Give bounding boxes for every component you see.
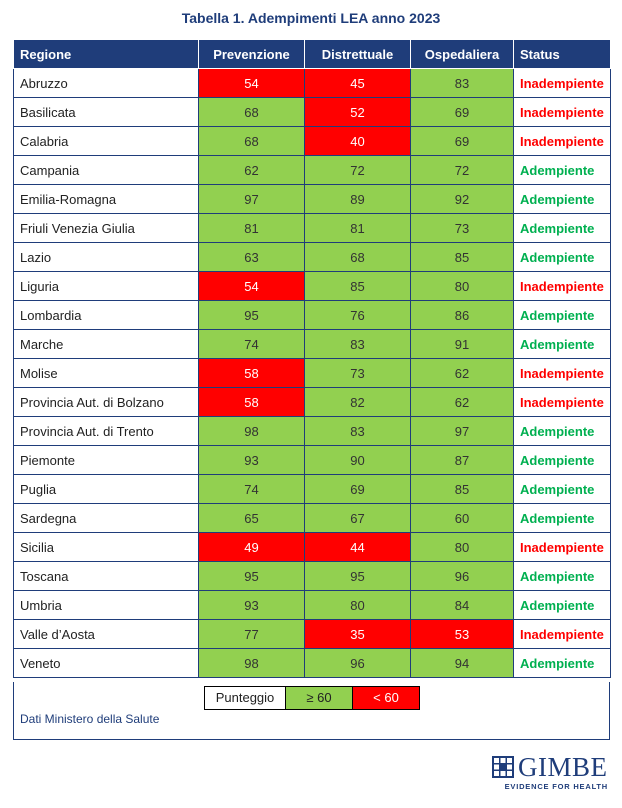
table-footer [13,682,610,740]
cell-ospedaliera: 91 [411,330,514,359]
cell-status: Inadempiente [514,359,611,388]
cell-ospedaliera: 83 [411,69,514,98]
cell-prevenzione: 77 [199,620,305,649]
cell-status: Adempiente [514,330,611,359]
cell-regione: Provincia Aut. di Trento [14,417,199,446]
cell-distrettuale: 90 [305,446,411,475]
cell-ospedaliera: 62 [411,388,514,417]
table-row [14,243,611,272]
header-distrettuale: Distrettuale [305,40,411,69]
logo-tagline: EVIDENCE FOR HEALTH [504,782,608,791]
table-row [14,475,611,504]
cell-regione: Friuli Venezia Giulia [14,214,199,243]
cell-regione: Sardegna [14,504,199,533]
cell-regione: Umbria [14,591,199,620]
cell-prevenzione: 93 [199,446,305,475]
cell-ospedaliera: 73 [411,214,514,243]
table-row [14,417,611,446]
table-row [14,562,611,591]
cell-distrettuale: 73 [305,359,411,388]
cell-regione: Molise [14,359,199,388]
table-row [14,620,611,649]
cell-ospedaliera: 69 [411,127,514,156]
table-row [14,156,611,185]
cell-regione: Valle d’Aosta [14,620,199,649]
cell-prevenzione: 58 [199,388,305,417]
cell-regione: Veneto [14,649,199,678]
cell-regione: Toscana [14,562,199,591]
cell-prevenzione: 58 [199,359,305,388]
cell-ospedaliera: 72 [411,156,514,185]
lea-table [13,39,611,678]
table-title: Tabella 1. Adempimenti LEA anno 2023 [181,10,441,26]
cell-status: Adempiente [514,504,611,533]
cell-regione: Abruzzo [14,69,199,98]
cell-status: Adempiente [514,417,611,446]
cell-prevenzione: 93 [199,591,305,620]
cell-prevenzione: 81 [199,214,305,243]
cell-status: Adempiente [514,562,611,591]
cell-distrettuale: 83 [305,417,411,446]
table-row [14,446,611,475]
cell-ospedaliera: 85 [411,475,514,504]
cell-ospedaliera: 80 [411,272,514,301]
cell-distrettuale: 69 [305,475,411,504]
cell-prevenzione: 98 [199,649,305,678]
cell-distrettuale: 81 [305,214,411,243]
cell-status: Inadempiente [514,127,611,156]
cell-status: Adempiente [514,156,611,185]
table-body [14,69,611,678]
cell-distrettuale: 83 [305,330,411,359]
cell-status: Inadempiente [514,620,611,649]
cell-regione: Basilicata [14,98,199,127]
cell-distrettuale: 80 [305,591,411,620]
cell-distrettuale: 72 [305,156,411,185]
table-row [14,533,611,562]
table-row [14,98,611,127]
cell-distrettuale: 52 [305,98,411,127]
cell-distrettuale: 76 [305,301,411,330]
table-row [14,127,611,156]
cell-prevenzione: 68 [199,98,305,127]
table-row [14,214,611,243]
cell-prevenzione: 74 [199,330,305,359]
cell-prevenzione: 54 [199,69,305,98]
gimbe-logo-icon [492,756,514,778]
cell-status: Adempiente [514,214,611,243]
cell-ospedaliera: 94 [411,649,514,678]
cell-distrettuale: 44 [305,533,411,562]
cell-prevenzione: 97 [199,185,305,214]
cell-status: Adempiente [514,649,611,678]
cell-status: Inadempiente [514,98,611,127]
header-status: Status [514,40,611,69]
cell-regione: Campania [14,156,199,185]
cell-ospedaliera: 92 [411,185,514,214]
cell-status: Adempiente [514,446,611,475]
cell-ospedaliera: 85 [411,243,514,272]
cell-prevenzione: 65 [199,504,305,533]
cell-prevenzione: 63 [199,243,305,272]
cell-ospedaliera: 60 [411,504,514,533]
cell-prevenzione: 98 [199,417,305,446]
cell-regione: Lazio [14,243,199,272]
cell-regione: Provincia Aut. di Bolzano [14,388,199,417]
legend-ok: ≥ 60 [286,687,353,709]
cell-ospedaliera: 53 [411,620,514,649]
cell-regione: Piemonte [14,446,199,475]
cell-distrettuale: 40 [305,127,411,156]
cell-status: Inadempiente [514,272,611,301]
cell-regione: Lombardia [14,301,199,330]
cell-regione: Calabria [14,127,199,156]
cell-regione: Sicilia [14,533,199,562]
table-row [14,185,611,214]
cell-distrettuale: 67 [305,504,411,533]
cell-distrettuale: 89 [305,185,411,214]
cell-prevenzione: 95 [199,562,305,591]
cell-distrettuale: 85 [305,272,411,301]
header-ospedaliera: Ospedaliera [411,40,514,69]
cell-distrettuale: 35 [305,620,411,649]
header-regione: Regione [14,40,199,69]
cell-status: Adempiente [514,243,611,272]
cell-distrettuale: 96 [305,649,411,678]
table-header-row [14,40,611,69]
table-row [14,330,611,359]
gimbe-logo [492,754,608,794]
cell-ospedaliera: 84 [411,591,514,620]
cell-status: Adempiente [514,185,611,214]
cell-prevenzione: 62 [199,156,305,185]
cell-prevenzione: 74 [199,475,305,504]
header-prevenzione: Prevenzione [199,40,305,69]
cell-distrettuale: 95 [305,562,411,591]
cell-status: Inadempiente [514,69,611,98]
table-row [14,591,611,620]
source-note: Dati Ministero della Salute [20,712,160,726]
table-row [14,272,611,301]
table-row [14,388,611,417]
table-row [14,69,611,98]
table-row [14,359,611,388]
cell-regione: Liguria [14,272,199,301]
cell-distrettuale: 82 [305,388,411,417]
cell-prevenzione: 68 [199,127,305,156]
cell-status: Inadempiente [514,388,611,417]
legend-ko: < 60 [353,687,419,709]
cell-distrettuale: 68 [305,243,411,272]
cell-regione: Emilia-Romagna [14,185,199,214]
cell-status: Adempiente [514,475,611,504]
cell-status: Adempiente [514,301,611,330]
cell-ospedaliera: 62 [411,359,514,388]
cell-regione: Marche [14,330,199,359]
cell-ospedaliera: 80 [411,533,514,562]
cell-status: Adempiente [514,591,611,620]
cell-ospedaliera: 69 [411,98,514,127]
logo-name: GIMBE [518,752,608,782]
cell-prevenzione: 49 [199,533,305,562]
cell-regione: Puglia [14,475,199,504]
cell-distrettuale: 45 [305,69,411,98]
cell-prevenzione: 54 [199,272,305,301]
cell-prevenzione: 95 [199,301,305,330]
legend-label: Punteggio [205,687,286,709]
cell-status: Inadempiente [514,533,611,562]
cell-ospedaliera: 97 [411,417,514,446]
cell-ospedaliera: 86 [411,301,514,330]
table-row [14,649,611,678]
table-row [14,504,611,533]
cell-ospedaliera: 87 [411,446,514,475]
table-row [14,301,611,330]
legend [204,686,420,710]
cell-ospedaliera: 96 [411,562,514,591]
